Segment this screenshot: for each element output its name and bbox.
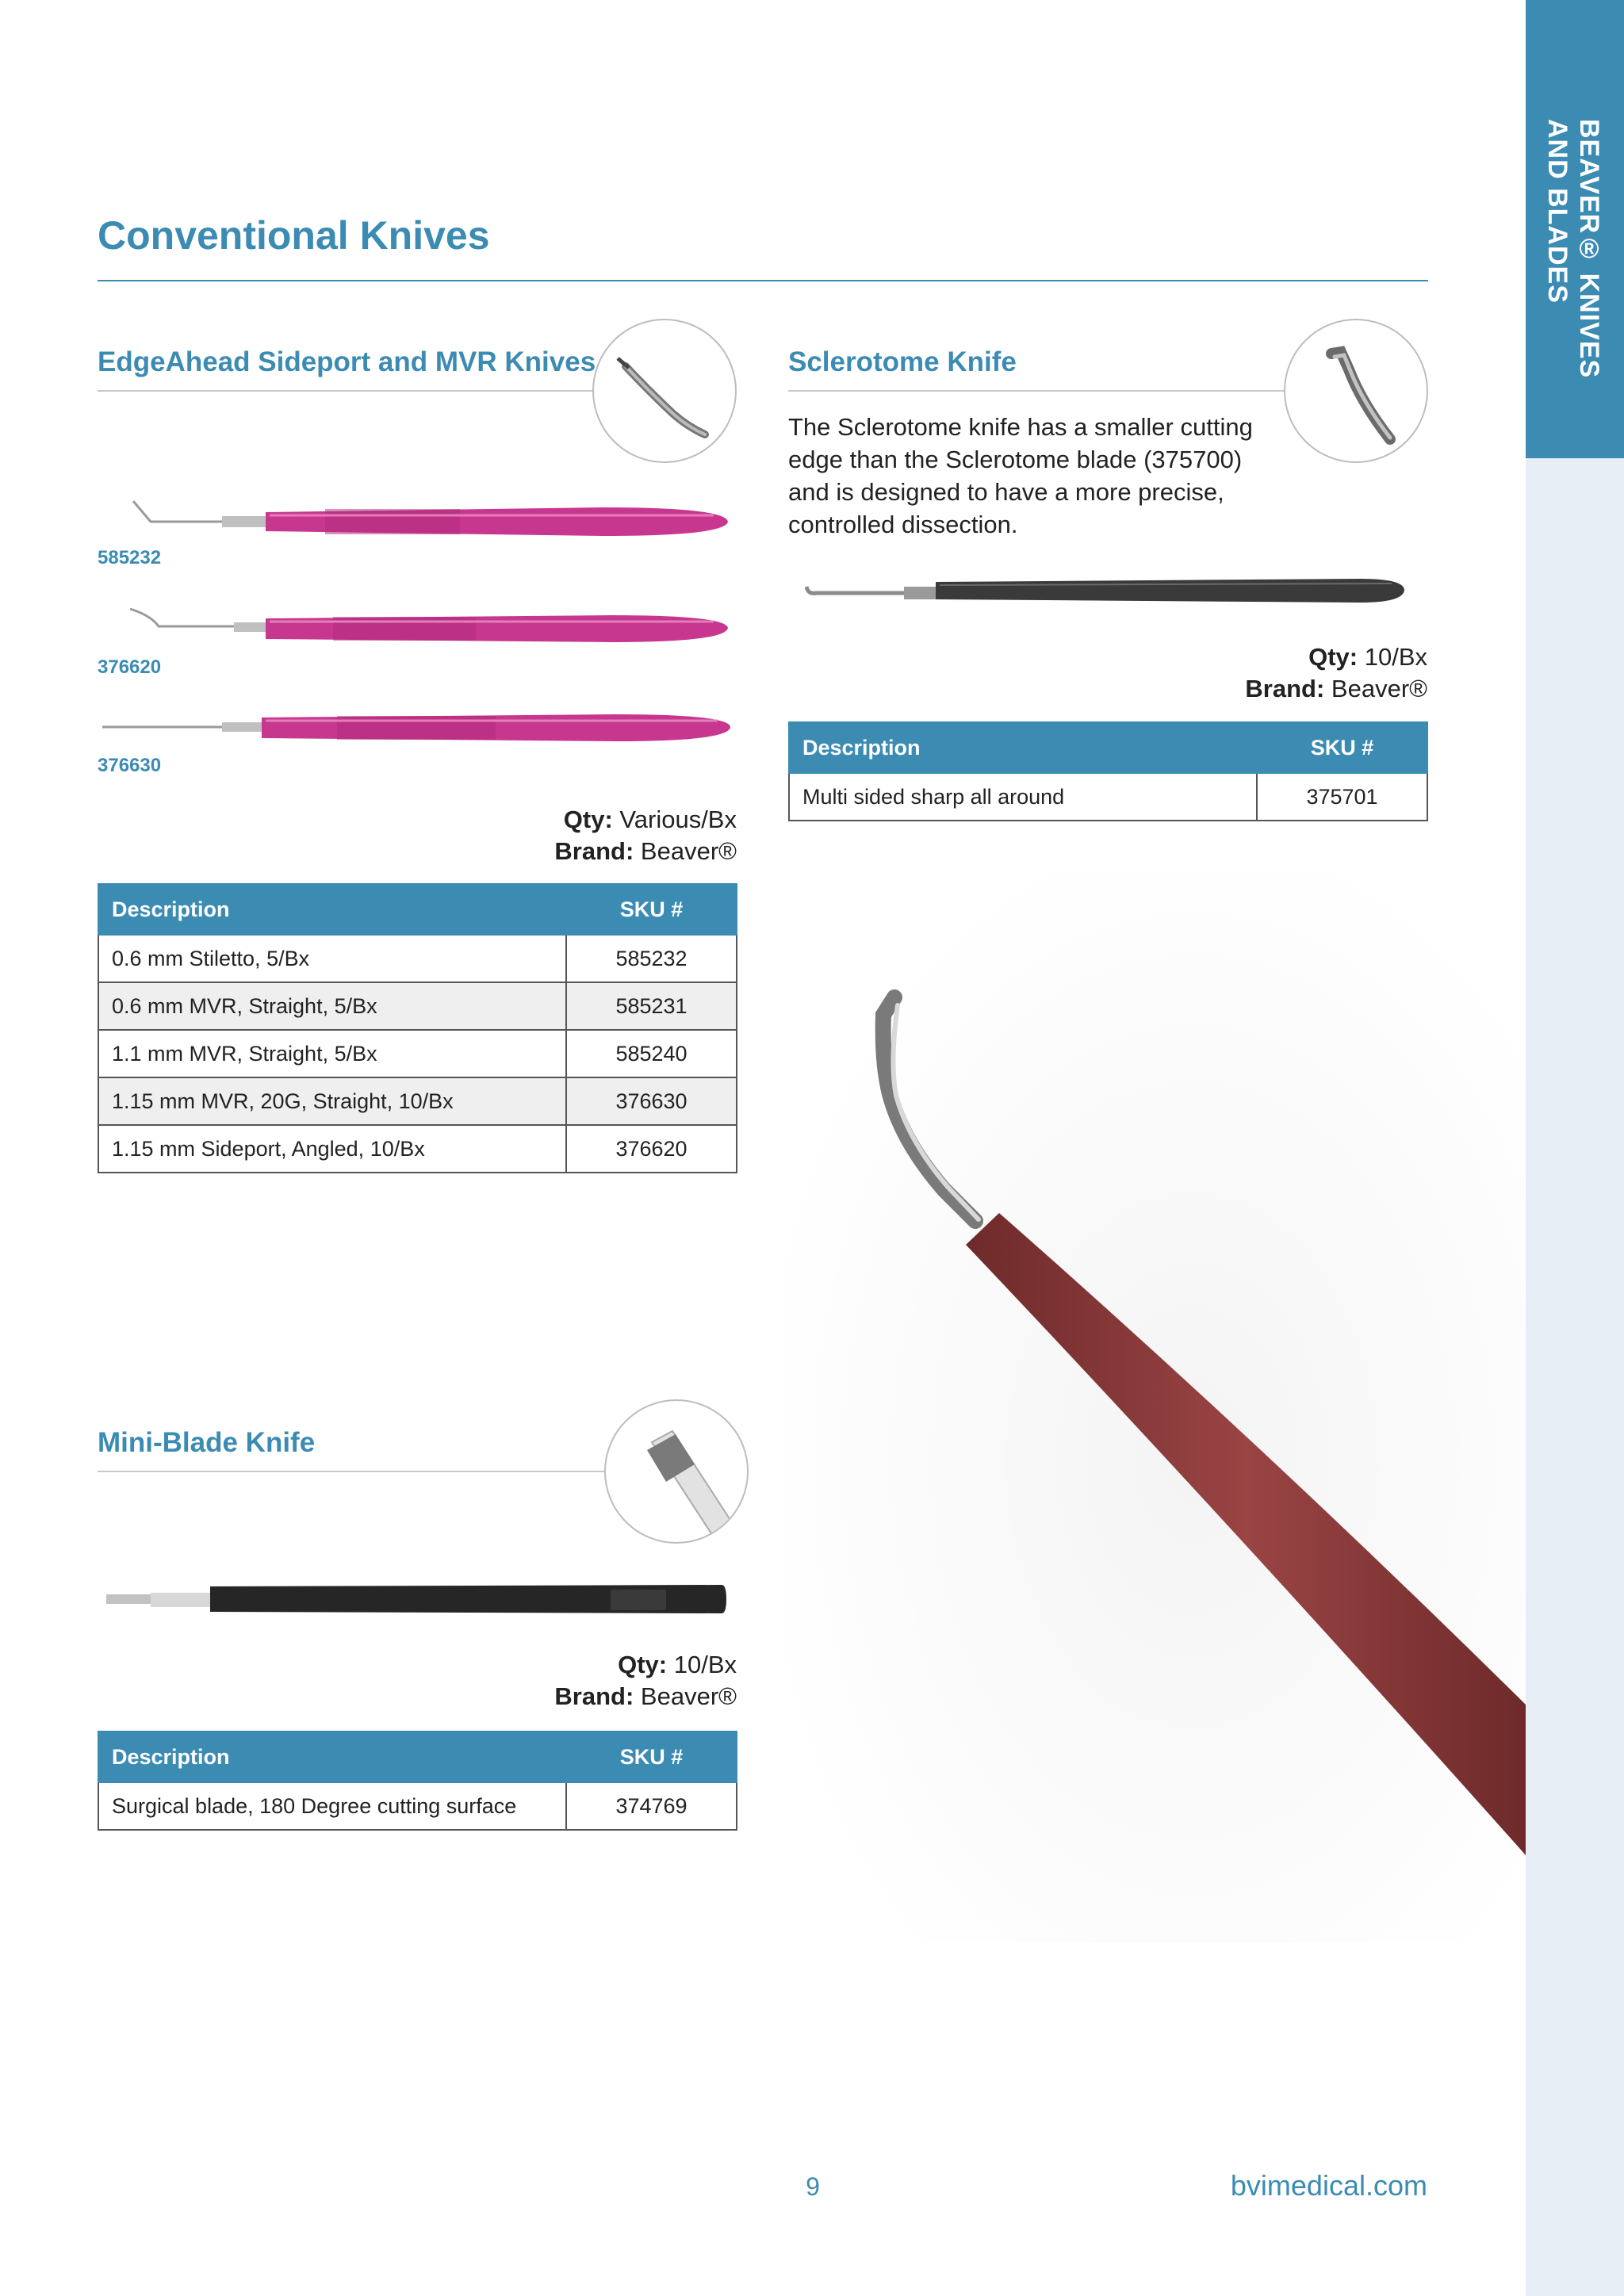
table-row — [789, 773, 1427, 821]
table-row — [98, 982, 737, 1030]
table-header-row — [98, 1732, 737, 1782]
column-header-sku: SKU # — [566, 1732, 737, 1782]
row-description: Multi sided sharp all around — [789, 773, 1257, 821]
table-row — [98, 1125, 737, 1173]
brand-label: Brand: — [554, 1682, 634, 1710]
miniblade-rule — [98, 1471, 607, 1472]
row-description: 0.6 mm MVR, Straight, 5/Bx — [98, 982, 566, 1030]
row-sku: 585231 — [566, 982, 737, 1030]
sclerotome-sku-table — [788, 721, 1428, 821]
title-divider — [98, 280, 1428, 281]
table-row — [98, 1077, 737, 1125]
qty-value: 10/Bx — [1364, 643, 1427, 671]
row-sku: 374769 — [566, 1782, 737, 1830]
section-tab-label — [1542, 119, 1605, 378]
table-row — [98, 1782, 737, 1830]
brand-label: Brand: — [554, 837, 634, 865]
qty-label: Qty: — [618, 1651, 668, 1678]
edgeahead-qty-brand — [419, 804, 737, 867]
website-link[interactable]: bvimedical.com — [1230, 2169, 1427, 2202]
knife-sku-label: 585232 — [98, 547, 162, 568]
column-header-sku: SKU # — [1257, 722, 1427, 773]
sclerotome-description: The Sclerotome knife has a smaller cutting edge than the Sclerotome blade (375700) and is designed to have a more precise, controlled dissection. — [788, 413, 1253, 538]
column-header-description: Description — [789, 722, 1257, 773]
row-description: 0.6 mm Stiletto, 5/Bx — [98, 935, 566, 982]
brand-value: Beaver® — [1331, 675, 1427, 702]
qty-value: Various/Bx — [619, 806, 737, 833]
row-sku: 376620 — [566, 1125, 737, 1173]
sclerotome-qty-brand — [1110, 641, 1427, 705]
sclerotome-title: Sclerotome Knife — [788, 346, 1017, 377]
miniblade-title: Mini-Blade Knife — [98, 1427, 316, 1458]
row-description: 1.1 mm MVR, Straight, 5/Bx — [98, 1030, 566, 1077]
table-row — [98, 935, 737, 982]
page-title: Conventional Knives — [98, 213, 490, 258]
brand-value: Beaver® — [640, 837, 737, 865]
column-header-sku: SKU # — [566, 884, 737, 935]
edgeahead-blade-closeup-image — [592, 319, 737, 463]
qty-label: Qty: — [1308, 643, 1358, 671]
table-header-row — [789, 722, 1427, 773]
qty-value: 10/Bx — [673, 1651, 737, 1678]
row-description: 1.15 mm Sideport, Angled, 10/Bx — [98, 1125, 566, 1173]
sclerotome-blade-closeup-image — [1284, 319, 1428, 463]
brand-value: Beaver® — [640, 1682, 737, 1710]
miniblade-sku-table — [98, 1731, 737, 1831]
knife-585232-image — [127, 492, 730, 547]
row-sku: 585232 — [566, 935, 737, 982]
section-tab-line1: BEAVER® KNIVES — [1574, 119, 1604, 379]
column-header-description: Description — [98, 884, 566, 935]
row-sku: 375701 — [1257, 773, 1427, 821]
edgeahead-title: EdgeAhead Sideport and MVR Knives — [98, 346, 596, 377]
row-description: 1.15 mm MVR, 20G, Straight, 10/Bx — [98, 1077, 566, 1125]
table-row — [98, 1030, 737, 1077]
sclerotome-knife-image — [805, 569, 1408, 609]
brand-label: Brand: — [1245, 675, 1325, 702]
edgeahead-sku-table — [98, 883, 737, 1173]
miniblade-qty-brand — [419, 1649, 737, 1712]
knife-sku-label: 376630 — [98, 755, 162, 776]
section-tab-line2: AND BLADES — [1542, 119, 1572, 304]
miniblade-blade-closeup-image — [604, 1399, 749, 1544]
row-sku: 376630 — [566, 1077, 737, 1125]
knife-376620-image — [127, 601, 730, 656]
row-sku: 585240 — [566, 1030, 737, 1077]
row-description: Surgical blade, 180 Degree cutting surface — [98, 1782, 566, 1830]
column-header-description: Description — [98, 1732, 566, 1782]
miniblade-knife-image — [103, 1580, 730, 1620]
edgeahead-rule — [98, 390, 596, 392]
qty-label: Qty: — [563, 806, 613, 833]
sclerotome-rule — [788, 390, 1286, 392]
large-knife-photo — [785, 872, 1526, 1942]
table-header-row — [98, 884, 737, 935]
knife-376630-image — [99, 702, 733, 757]
page-number: 9 — [806, 2172, 820, 2201]
knife-sku-label: 376620 — [98, 656, 162, 678]
